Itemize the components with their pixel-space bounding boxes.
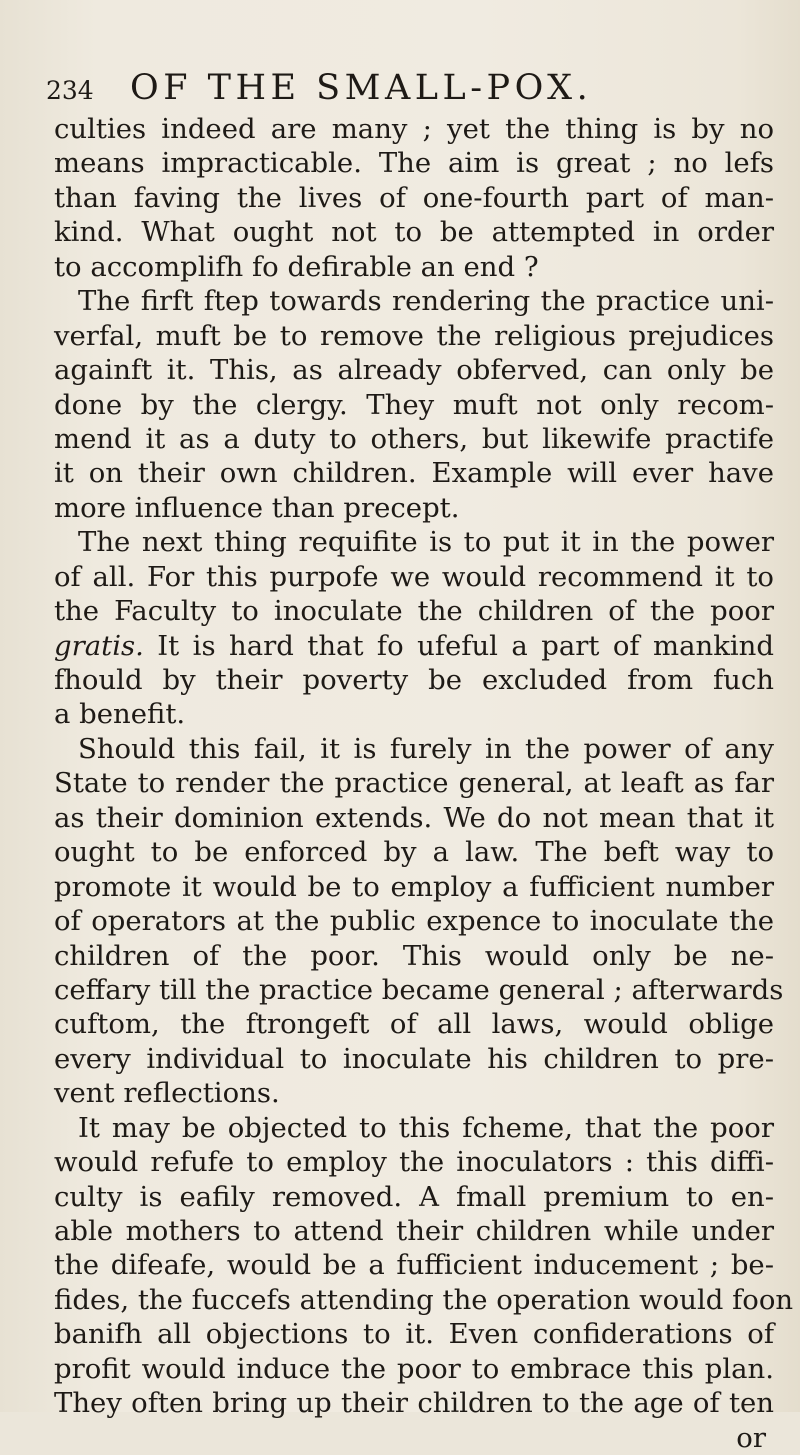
text-line: ought to be enforced by a law. The beft way to bbox=[54, 836, 774, 869]
page-number: 234 bbox=[46, 76, 94, 105]
text-line: banifh all objections to it. Even confiderations of bbox=[54, 1318, 774, 1351]
text-line: cuftom, the ftrongeft of all laws, would oblige bbox=[54, 1008, 774, 1041]
text-line: more influence than precept. bbox=[54, 491, 460, 524]
text-line: the Faculty to inoculate the children of the poor bbox=[54, 595, 774, 628]
text-line: State to render the practice general, at leaft as far bbox=[54, 767, 774, 800]
text-line: They often bring up their children to the age of ten bbox=[54, 1387, 774, 1420]
line-rest: It is hard that fo ufeful a part of mankind bbox=[143, 629, 774, 662]
text-line: a benefit. bbox=[54, 698, 186, 731]
italic-word: gratis. bbox=[54, 629, 144, 662]
text-line: promote it would be to employ a fufficient number bbox=[54, 870, 774, 903]
text-line: It may be objected to this fcheme, that the poor bbox=[78, 1111, 774, 1144]
text-line: fides, the fuccefs attending the operation would foon bbox=[54, 1283, 794, 1316]
text-line: able mothers to attend their children while under bbox=[54, 1215, 774, 1247]
text-line: Should this fail, it is furely in the power of any bbox=[78, 732, 774, 765]
text-line: mend it as a duty to others, but likewife practife bbox=[54, 422, 774, 455]
text-line: of operators at the public expence to inoculate the bbox=[54, 905, 774, 938]
text-line bbox=[54, 629, 774, 663]
body-text bbox=[54, 112, 794, 1455]
text-line: as their dominion extends. We do not mean that it bbox=[54, 801, 774, 834]
text-line: verfal, muft be to remove the religious prejudices bbox=[54, 319, 774, 352]
text-line: vent reflections. bbox=[54, 1077, 280, 1110]
page-header bbox=[46, 64, 766, 112]
text-line: means impracticable. The aim is great ; no lefs bbox=[54, 147, 774, 180]
text-line: kind. What ought not to be attempted in order bbox=[54, 216, 774, 249]
text-line: it on their own children. Example will ever have bbox=[54, 457, 774, 490]
text-line: culty is eafily removed. A fmall premium to en- bbox=[54, 1180, 774, 1213]
text-line: The firft ftep towards rendering the practice uni- bbox=[78, 285, 774, 318]
catchword: or bbox=[736, 1421, 766, 1454]
text-line: children of the poor. This would only be ne- bbox=[54, 939, 774, 972]
text-line: culties indeed are many ; yet the thing is by no bbox=[54, 113, 774, 145]
text-line: ceffary till the practice became general ; afterwards bbox=[54, 973, 784, 1006]
text-line: The next thing requifite is to put it in the power bbox=[78, 526, 774, 559]
text-line: againft it. This, as already obferved, can only be bbox=[54, 354, 774, 387]
text-line: done by the clergy. They muft not only recom- bbox=[54, 388, 774, 421]
text-line: fhould by their poverty be excluded from fuch bbox=[54, 664, 774, 696]
text-line: profit would induce the poor to embrace this plan. bbox=[54, 1352, 774, 1385]
text-line: the difeafe, would be a fufficient inducement ; be- bbox=[54, 1249, 774, 1282]
text-line: of all. For this purpofe we would recommend it to bbox=[54, 560, 774, 593]
text-line: would refufe to employ the inoculators : this diffi- bbox=[54, 1146, 774, 1179]
running-head: OF THE SMALL-POX. bbox=[130, 68, 593, 108]
text-line: than faving the lives of one-fourth part of man- bbox=[54, 181, 774, 214]
text-line: every individual to inoculate his children to pre- bbox=[54, 1042, 774, 1075]
text-line: to accomplifh fo defirable an end ? bbox=[54, 250, 539, 283]
